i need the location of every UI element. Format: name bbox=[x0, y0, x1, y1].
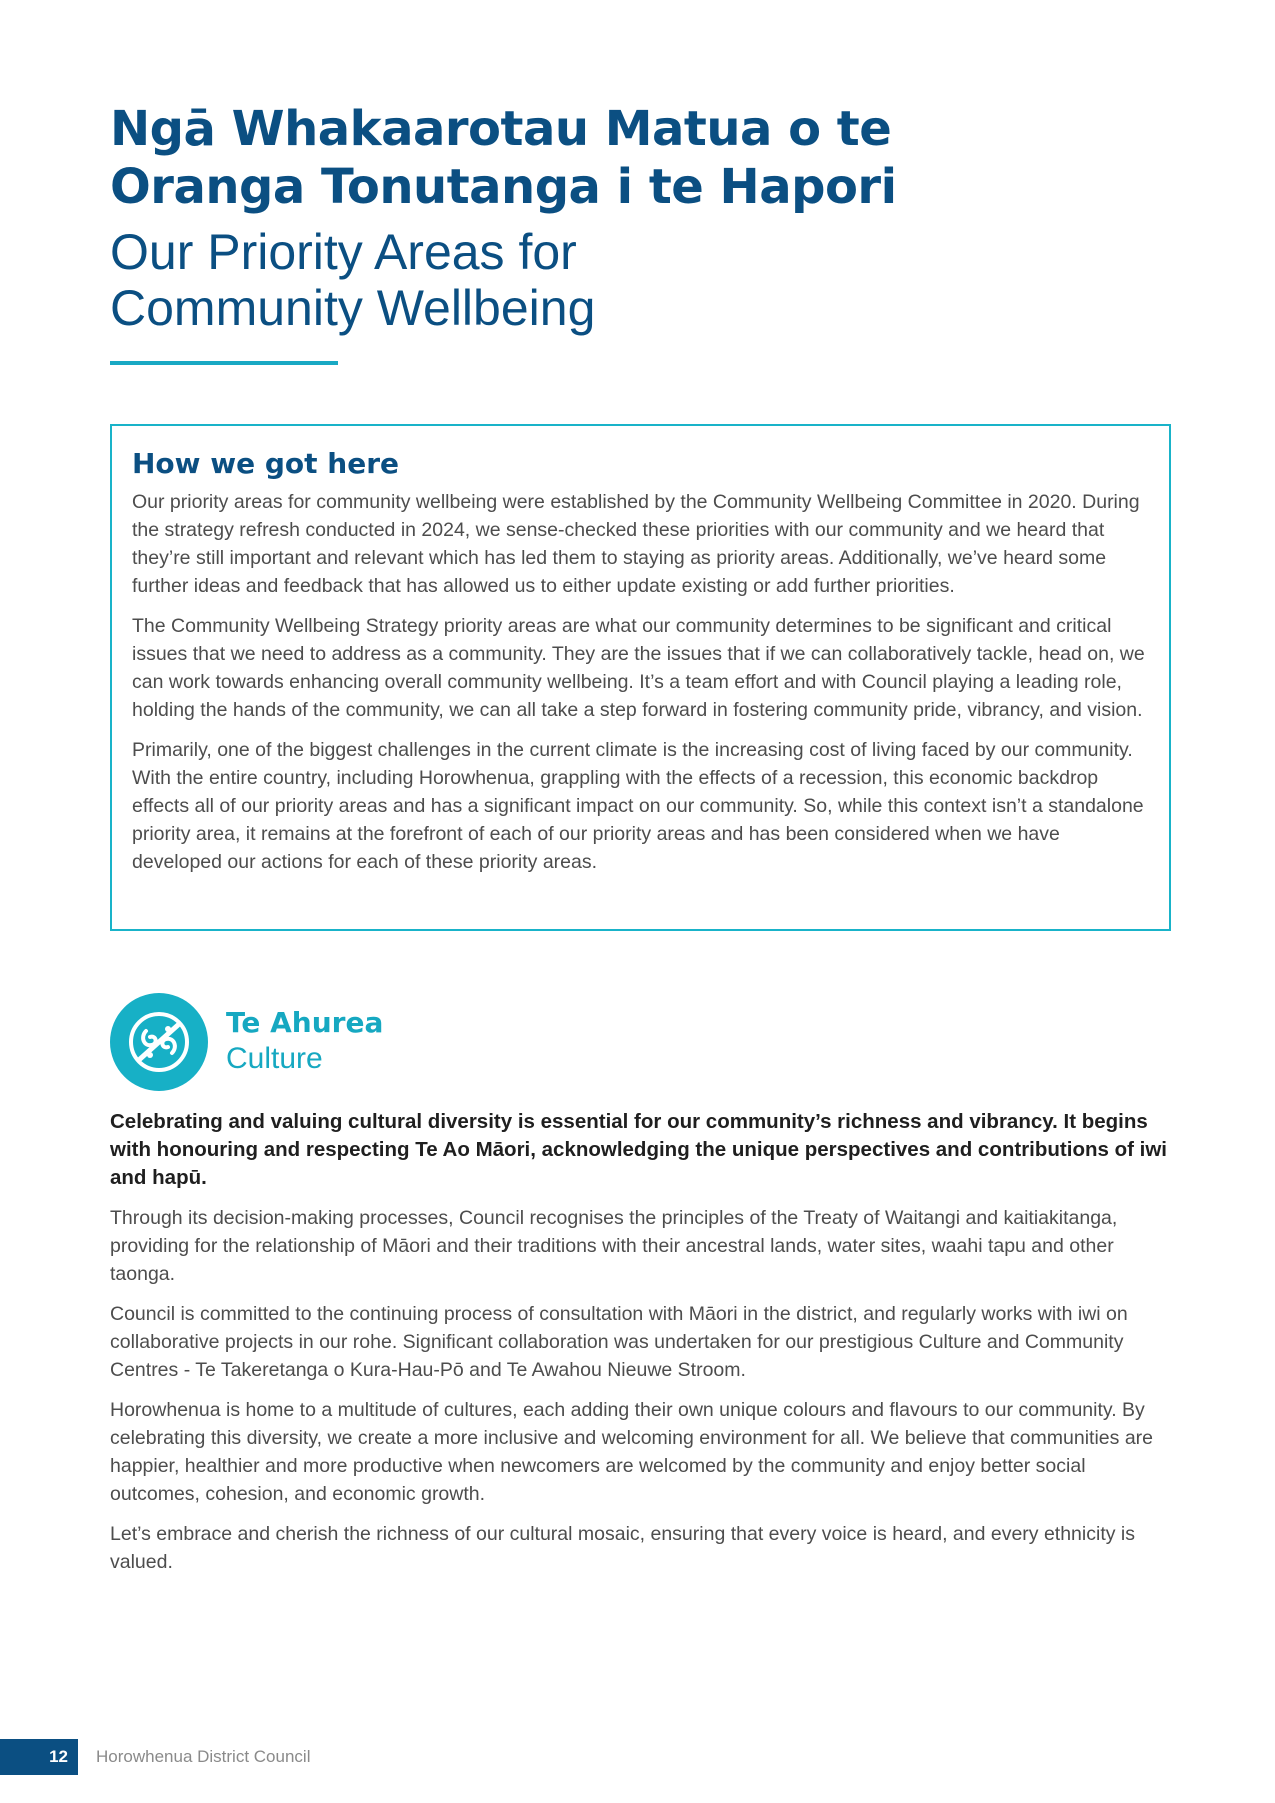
culture-paragraph-2: Council is committed to the continuing process of consultation with Māori in the district, and regularly works with iwi on collaborative projects in our rohe. Significant collaboration was undertaken for our prestigious Culture and Community Centres - Te Takeretanga o Kura-Hau-Pō and Te Awahou Nieuwe Stroom. bbox=[110, 1303, 1128, 1381]
how-we-got-here-box bbox=[110, 424, 1171, 931]
culture-heading-english: Culture bbox=[226, 1042, 323, 1075]
how-we-got-here-paragraph-2: The Community Wellbeing Strategy priority areas are what our community determines to be significant and critical issues that we need to address as a community. They are the issues that if we can collaboratively tackle, head on, we can work towards enhancing overall community wellbeing. It’s a team effort and with Council playing a leading role, holding the hands of the community, we can all take a step forward in fostering community pride, vibrancy, and vision. bbox=[132, 615, 1145, 721]
page-title-maori-line2: Oranga Tonutanga i te Hapori bbox=[110, 159, 897, 215]
how-we-got-here-paragraph-3: Primarily, one of the biggest challenges in the current climate is the increasing cost of living faced by our community. With the entire country, including Horowhenua, grappling with the effects of a recession, this economic backdrop effects all of our priority areas and has a significant impact on our community. So, while this context isn’t a standalone priority area, it remains at the forefront of each of our priority areas and has been considered when we have developed our actions for each of these priority areas. bbox=[132, 739, 1144, 873]
page-title-maori-line1: Ngā Whakaarotau Matua o te bbox=[110, 101, 892, 157]
page-title-maori bbox=[110, 100, 1110, 216]
culture-paragraph-4: Let’s embrace and cherish the richness of our cultural mosaic, ensuring that every voice is heard, and every ethnicity is valued. bbox=[110, 1523, 1135, 1573]
title-underline bbox=[110, 361, 338, 365]
page-title-english bbox=[110, 224, 1010, 336]
how-we-got-here-paragraph-1: Our priority areas for community wellbeing were established by the Community Wellbeing Committee in 2020. During the strategy refresh conducted in 2024, we sense-checked these priorities with our community and we heard that they’re still important and relevant which has led them to staying as priority areas. Additionally, we’ve heard some further ideas and feedback that has allowed us to either update existing or add further priorities. bbox=[132, 491, 1140, 597]
culture-koru-icon bbox=[110, 993, 208, 1091]
footer-organisation: Horowhenua District Council bbox=[96, 1747, 311, 1766]
culture-heading-maori: Te Ahurea bbox=[226, 1006, 384, 1039]
page-title-english-line2: Community Wellbeing bbox=[110, 280, 596, 336]
culture-paragraph-3: Horowhenua is home to a multitude of cultures, each adding their own unique colours and flavours to our community. By celebrating this diversity, we create a more inclusive and welcoming environment for all. We believe that communities are happier, healthier and more productive when newcomers are welcomed by the community and enjoy better social outcomes, cohesion, and economic growth. bbox=[110, 1399, 1154, 1505]
page-number-badge: 12 bbox=[0, 1739, 78, 1775]
how-we-got-here-heading: How we got here bbox=[132, 447, 400, 480]
culture-paragraph-1: Through its decision-making processes, Council recognises the principles of the Treaty of Waitangi and kaitiakitanga, providing for the relationship of Māori and their traditions with their ancestral lands, water sites, waahi tapu and other taonga. bbox=[110, 1207, 1118, 1285]
culture-section bbox=[110, 1108, 1170, 1588]
culture-lead-paragraph: Celebrating and valuing cultural diversity is essential for our community’s richness and vibrancy. It begins with honouring and respecting Te Ao Māori, acknowledging the unique perspectives and contributions of iwi and hapū. bbox=[110, 1110, 1167, 1189]
page-title-english-line1: Our Priority Areas for bbox=[110, 224, 577, 280]
